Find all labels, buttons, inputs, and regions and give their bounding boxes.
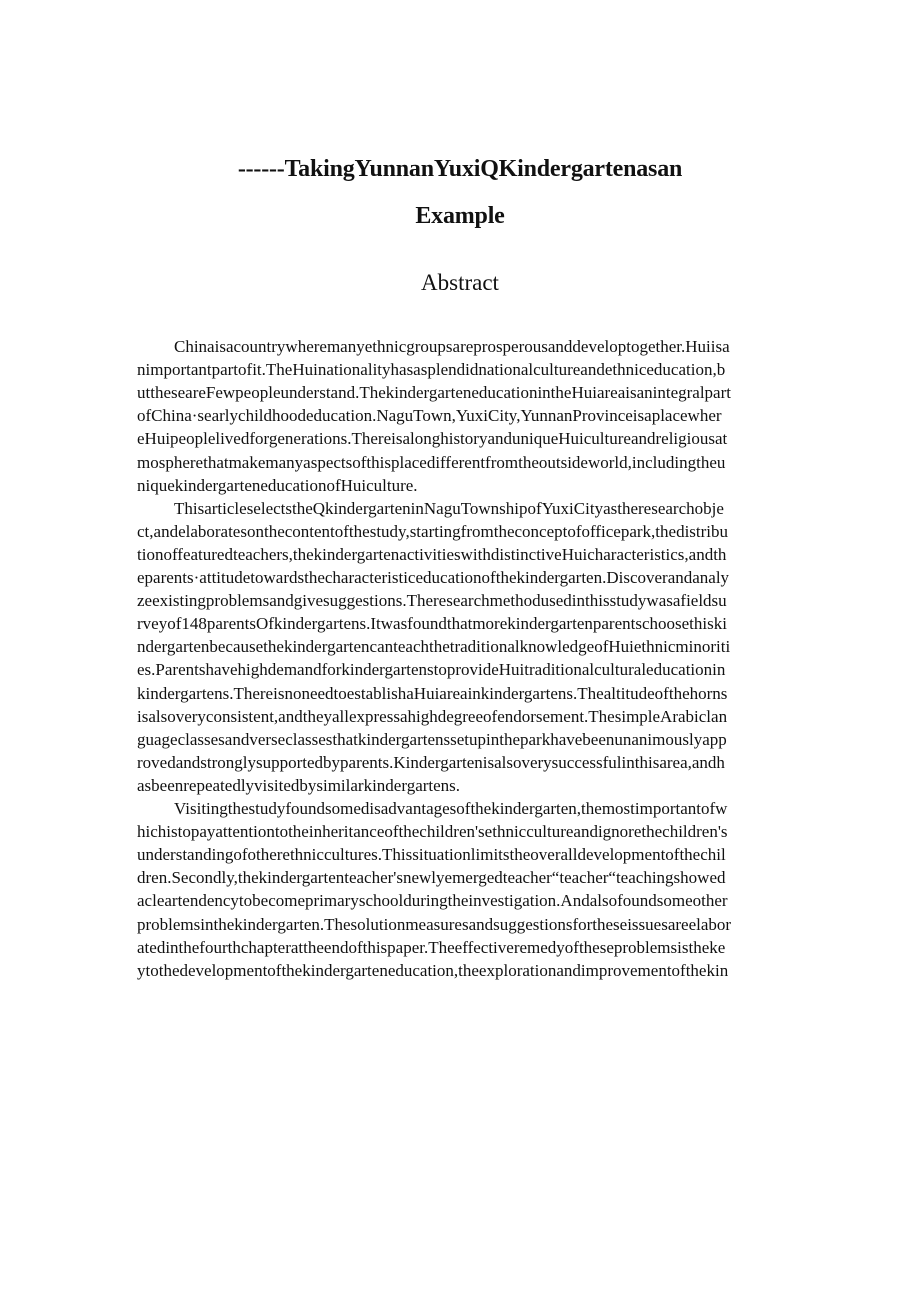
text-line: es.ParentshavehighdemandforkindergartenstoprovideHuitraditionalculturaleducationin (137, 660, 726, 680)
text-line: rveyof148parentsOfkindergartens.Itwasfoundthatmorekindergartenparentschoosethiski (137, 614, 727, 634)
text-line: ct,andelaboratesonthecontentofthestudy,startingfromtheconceptofofficepark,thedistribu (137, 521, 729, 541)
title-line-2: Example (415, 203, 505, 229)
text-line: nimportantpartofit.TheHuinationalityhasasplendidnationalcultureandethniceducation,b (137, 360, 726, 380)
text-line: mospherethatmakemanyaspectsofthisplacedifferentfromtheoutsideworld,includingtheu (137, 452, 726, 472)
text-line: ThisarticleselectstheQkindergarteninNaguTownshipofYuxiCityastheresearchobje (174, 498, 724, 518)
text-line: niquekindergarteneducationofHuiculture. (137, 475, 418, 495)
text-line: hichistopayattentiontotheinheritanceofthechildren'sethniccultureandignorethechildren's (137, 822, 728, 842)
text-line: guageclassesandverseclassesthatkindergartenssetupintheparkhavebeenunanimouslyapp (137, 729, 727, 749)
title-line-1: ------TakingYunnanYuxiQKindergartenasan (237, 156, 683, 182)
text-line: ofChina·searlychildhoodeducation.NaguTown,YuxiCity,YunnanProvinceisaplacewher (137, 406, 722, 426)
text-line: problemsinthekindergarten.Thesolutionmeasuresandsuggestionsfortheseissuesareelabor (137, 914, 732, 934)
text-line: acleartendencytobecomeprimaryschoolduringtheinvestigation.Andalsofoundsomeother (137, 891, 728, 911)
text-line: kindergartens.ThereisnoneedtoestablishaHuiareainkindergartens.Thealtitudeofthehorns (137, 683, 728, 703)
text-line: dren.Secondly,thekindergartenteacher'snewlyemergedteacher“teacher“teachingshowed (137, 868, 726, 888)
text-line: Chinaisacountrywheremanyethnicgroupsareprosperousanddeveloptogether.Huiisa (174, 337, 730, 356)
text-line: eparents·attitudetowardsthecharacteristiceducationofthekindergarten.Discoverandanaly (137, 568, 730, 587)
text-line: tionoffeaturedteachers,thekindergartenactivitieswithdistinctiveHuicharacteristics,andth (137, 544, 727, 564)
text-line: zeexistingproblemsandgivesuggestions.Theresearchmethodusedinthisstudywasafieldsu (137, 591, 727, 611)
text-line: understandingofotherethniccultures.Thissituationlimitstheoveralldevelopmentofthechil (137, 845, 726, 865)
text-line: Visitingthestudyfoundsomedisadvantagesofthekindergarten,themostimportantofw (174, 799, 728, 818)
text-line: eHuipeoplelivedforgenerations.ThereisalonghistoryanduniqueHuicultureandreligiousat (137, 429, 728, 449)
text-line: ytothedevelopmentofthekindergarteneducation,theexplorationandimprovementofthekin (137, 960, 729, 980)
text-line: uttheseareFewpeopleunderstand.ThekindergarteneducationintheHuiareaisanintegralpart (137, 383, 731, 403)
text-line: asbeenrepeatedlyvisitedbysimilarkindergartens. (137, 775, 461, 795)
text-line: isalsoveryconsistent,andtheyallexpressahighdegreeofendorsement.ThesimpleArabiclan (137, 706, 728, 726)
text-line: atedinthefourthchapterattheendofthispaper.Theeffectiveremedyoftheseproblemsistheke (137, 937, 726, 957)
text-line: rovedandstronglysupportedbyparents.Kindergartenisalsoverysuccessfulinthisarea,andh (137, 752, 725, 772)
text-line: ndergartenbecausethekindergartencanteachthetraditionalknowledgeofHuiethnicminoriti (137, 637, 731, 657)
abstract-heading: Abstract (421, 270, 499, 295)
